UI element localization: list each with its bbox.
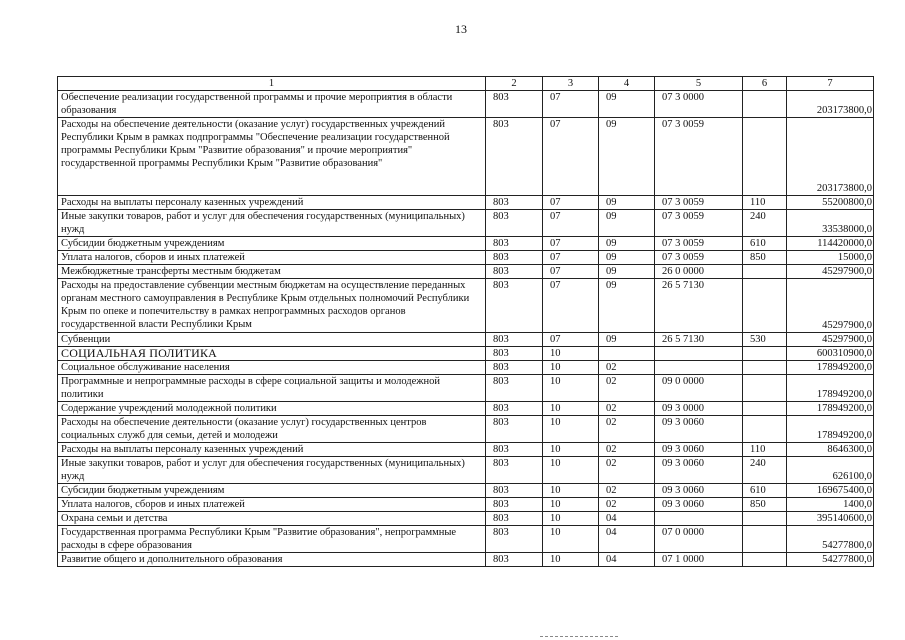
- expense-type-cell: 850: [743, 498, 787, 512]
- table-row: [58, 279, 874, 333]
- target-article-cell: 07 3 0000: [655, 91, 743, 118]
- subsection-code-cell: 09: [599, 210, 655, 237]
- amount-cell: 54277800,0: [787, 553, 874, 567]
- subsection-code-cell: 09: [599, 333, 655, 347]
- row-name-cell: Субвенции: [58, 333, 486, 347]
- ved-code-cell: 803: [486, 484, 543, 498]
- amount-cell: 45297900,0: [787, 333, 874, 347]
- row-name-cell: Межбюджетные трансферты местным бюджетам: [58, 265, 486, 279]
- section-code-cell: 10: [543, 512, 599, 526]
- target-article-cell: 09 3 0060: [655, 443, 743, 457]
- target-article-cell: 09 3 0060: [655, 416, 743, 443]
- row-name-cell: Субсидии бюджетным учреждениям: [58, 484, 486, 498]
- section-code-cell: 10: [543, 402, 599, 416]
- section-code-cell: 10: [543, 457, 599, 484]
- table-row: [58, 118, 874, 196]
- table-row: [58, 237, 874, 251]
- section-code-cell: 10: [543, 498, 599, 512]
- section-code-cell: 07: [543, 333, 599, 347]
- section-code-cell: 10: [543, 484, 599, 498]
- expense-type-cell: [743, 375, 787, 402]
- amount-cell: 178949200,0: [787, 361, 874, 375]
- section-code-cell: 07: [543, 279, 599, 333]
- amount-cell: 178949200,0: [787, 375, 874, 402]
- header-row: [58, 77, 874, 91]
- amount-cell: 600310900,0: [787, 347, 874, 361]
- amount-cell: 395140600,0: [787, 512, 874, 526]
- row-name-cell: Расходы на выплаты персоналу казенных учреждений: [58, 443, 486, 457]
- expense-type-cell: [743, 118, 787, 196]
- expense-type-cell: [743, 91, 787, 118]
- target-article-cell: 09 3 0060: [655, 498, 743, 512]
- table-row: [58, 333, 874, 347]
- subsection-code-cell: 09: [599, 251, 655, 265]
- target-article-cell: 07 3 0059: [655, 118, 743, 196]
- row-name-cell: СОЦИАЛЬНАЯ ПОЛИТИКА: [58, 347, 486, 361]
- subsection-code-cell: 04: [599, 553, 655, 567]
- amount-cell: 15000,0: [787, 251, 874, 265]
- ved-code-cell: 803: [486, 196, 543, 210]
- target-article-cell: 07 0 0000: [655, 526, 743, 553]
- table-row: [58, 553, 874, 567]
- target-article-cell: 09 3 0000: [655, 402, 743, 416]
- header-cell: 7: [787, 77, 874, 91]
- table-row: [58, 526, 874, 553]
- subsection-code-cell: 09: [599, 265, 655, 279]
- section-code-cell: 07: [543, 118, 599, 196]
- subsection-code-cell: 02: [599, 498, 655, 512]
- subsection-code-cell: 02: [599, 443, 655, 457]
- expense-type-cell: [743, 416, 787, 443]
- table-row: [58, 457, 874, 484]
- target-article-cell: [655, 361, 743, 375]
- row-name-cell: Иные закупки товаров, работ и услуг для обеспечения государственных (муниципальных) нужд: [58, 210, 486, 237]
- subsection-code-cell: 02: [599, 361, 655, 375]
- expense-type-cell: 610: [743, 484, 787, 498]
- subsection-code-cell: 02: [599, 402, 655, 416]
- ved-code-cell: 803: [486, 416, 543, 443]
- section-code-cell: 10: [543, 553, 599, 567]
- expense-type-cell: 240: [743, 457, 787, 484]
- table-row: [58, 484, 874, 498]
- row-name-cell: Уплата налогов, сборов и иных платежей: [58, 498, 486, 512]
- ved-code-cell: 803: [486, 375, 543, 402]
- row-name-cell: Расходы на обеспечение деятельности (оказание услуг) государственных учреждений Республики Крым в рамках подпрограммы "Обеспечение реализации государственной программы Республики Крым "Развитие образования" и прочие мероприятия" государственной программы Республики Крым "Развитие образования": [58, 118, 486, 196]
- expense-type-cell: [743, 347, 787, 361]
- amount-cell: 55200800,0: [787, 196, 874, 210]
- section-code-cell: 10: [543, 361, 599, 375]
- row-name-cell: Обеспечение реализации государственной программы и прочие мероприятия в области образования: [58, 91, 486, 118]
- section-code-cell: 07: [543, 210, 599, 237]
- table-row: [58, 196, 874, 210]
- ved-code-cell: 803: [486, 443, 543, 457]
- amount-cell: 178949200,0: [787, 402, 874, 416]
- subsection-code-cell: [599, 347, 655, 361]
- amount-cell: 169675400,0: [787, 484, 874, 498]
- expense-type-cell: 530: [743, 333, 787, 347]
- header-cell: 5: [655, 77, 743, 91]
- amount-cell: 54277800,0: [787, 526, 874, 553]
- target-article-cell: 07 3 0059: [655, 196, 743, 210]
- expense-type-cell: [743, 279, 787, 333]
- ved-code-cell: 803: [486, 279, 543, 333]
- target-article-cell: [655, 512, 743, 526]
- section-code-cell: 07: [543, 196, 599, 210]
- section-code-cell: 07: [543, 265, 599, 279]
- amount-cell: 33538000,0: [787, 210, 874, 237]
- table-row: [58, 347, 874, 361]
- subsection-code-cell: 02: [599, 375, 655, 402]
- ved-code-cell: 803: [486, 526, 543, 553]
- row-name-cell: Уплата налогов, сборов и иных платежей: [58, 251, 486, 265]
- subsection-code-cell: 09: [599, 196, 655, 210]
- header-cell: 3: [543, 77, 599, 91]
- expense-type-cell: [743, 265, 787, 279]
- section-code-cell: 10: [543, 416, 599, 443]
- section-code-cell: 10: [543, 375, 599, 402]
- table-row: [58, 375, 874, 402]
- ved-code-cell: 803: [486, 333, 543, 347]
- ved-code-cell: 803: [486, 512, 543, 526]
- subsection-code-cell: 09: [599, 279, 655, 333]
- row-name-cell: Программные и непрограммные расходы в сфере социальной защиты и молодежной политики: [58, 375, 486, 402]
- ved-code-cell: 803: [486, 265, 543, 279]
- table-row: [58, 402, 874, 416]
- amount-cell: 1400,0: [787, 498, 874, 512]
- target-article-cell: 26 5 7130: [655, 333, 743, 347]
- expense-type-cell: [743, 512, 787, 526]
- table-row: [58, 443, 874, 457]
- subsection-code-cell: 02: [599, 484, 655, 498]
- subsection-code-cell: 09: [599, 91, 655, 118]
- section-code-cell: 10: [543, 443, 599, 457]
- amount-cell: 8646300,0: [787, 443, 874, 457]
- row-name-cell: Расходы на выплаты персоналу казенных учреждений: [58, 196, 486, 210]
- target-article-cell: 07 3 0059: [655, 237, 743, 251]
- table-row: [58, 91, 874, 118]
- subsection-code-cell: 09: [599, 237, 655, 251]
- table-row: [58, 512, 874, 526]
- target-article-cell: 26 0 0000: [655, 265, 743, 279]
- target-article-cell: 26 5 7130: [655, 279, 743, 333]
- target-article-cell: [655, 347, 743, 361]
- target-article-cell: 09 3 0060: [655, 457, 743, 484]
- ved-code-cell: 803: [486, 553, 543, 567]
- row-name-cell: Охрана семьи и детства: [58, 512, 486, 526]
- amount-cell: 45297900,0: [787, 265, 874, 279]
- table-row: [58, 210, 874, 237]
- expense-type-cell: [743, 526, 787, 553]
- ved-code-cell: 803: [486, 251, 543, 265]
- expense-type-cell: 110: [743, 443, 787, 457]
- ved-code-cell: 803: [486, 347, 543, 361]
- table-row: [58, 498, 874, 512]
- row-name-cell: Расходы на обеспечение деятельности (оказание услуг) государственных центров социальных служб для семьи, детей и молодежи: [58, 416, 486, 443]
- page-number: 13: [455, 22, 467, 36]
- expense-type-cell: 850: [743, 251, 787, 265]
- target-article-cell: 07 3 0059: [655, 210, 743, 237]
- header-cell: 2: [486, 77, 543, 91]
- budget-table: [57, 76, 874, 567]
- ved-code-cell: 803: [486, 237, 543, 251]
- header-cell: 1: [58, 77, 486, 91]
- amount-cell: 114420000,0: [787, 237, 874, 251]
- expense-type-cell: [743, 553, 787, 567]
- amount-cell: 178949200,0: [787, 416, 874, 443]
- ved-code-cell: 803: [486, 210, 543, 237]
- expense-type-cell: 610: [743, 237, 787, 251]
- ved-code-cell: 803: [486, 498, 543, 512]
- table-row: [58, 416, 874, 443]
- subsection-code-cell: 04: [599, 526, 655, 553]
- section-code-cell: 07: [543, 237, 599, 251]
- amount-cell: 203173800,0: [787, 118, 874, 196]
- row-name-cell: Субсидии бюджетным учреждениям: [58, 237, 486, 251]
- amount-cell: 45297900,0: [787, 279, 874, 333]
- page-bottom-mark: [540, 636, 618, 637]
- section-code-cell: 10: [543, 526, 599, 553]
- target-article-cell: 09 3 0060: [655, 484, 743, 498]
- header-cell: 6: [743, 77, 787, 91]
- expense-type-cell: [743, 402, 787, 416]
- row-name-cell: Иные закупки товаров, работ и услуг для обеспечения государственных (муниципальных) нужд: [58, 457, 486, 484]
- section-code-cell: 10: [543, 347, 599, 361]
- table-row: [58, 265, 874, 279]
- expense-type-cell: 110: [743, 196, 787, 210]
- subsection-code-cell: 02: [599, 457, 655, 484]
- row-name-cell: Развитие общего и дополнительного образования: [58, 553, 486, 567]
- ved-code-cell: 803: [486, 457, 543, 484]
- row-name-cell: Расходы на предоставление субвенции местным бюджетам на осуществление переданных органам местного самоуправления в Республике Крым отдельных полномочий Республики Крым по опеке и попечительству в рамках непрограммных расходов органов государственной власти Республики Крым: [58, 279, 486, 333]
- subsection-code-cell: 09: [599, 118, 655, 196]
- amount-cell: 203173800,0: [787, 91, 874, 118]
- subsection-code-cell: 04: [599, 512, 655, 526]
- table-row: [58, 251, 874, 265]
- budget-table-body: [58, 77, 874, 567]
- target-article-cell: 09 0 0000: [655, 375, 743, 402]
- table-row: [58, 361, 874, 375]
- row-name-cell: Государственная программа Республики Крым "Развитие образования", непрограммные расходы в сфере образования: [58, 526, 486, 553]
- row-name-cell: Социальное обслуживание населения: [58, 361, 486, 375]
- expense-type-cell: 240: [743, 210, 787, 237]
- ved-code-cell: 803: [486, 361, 543, 375]
- ved-code-cell: 803: [486, 402, 543, 416]
- target-article-cell: 07 1 0000: [655, 553, 743, 567]
- ved-code-cell: 803: [486, 118, 543, 196]
- header-cell: 4: [599, 77, 655, 91]
- subsection-code-cell: 02: [599, 416, 655, 443]
- expense-type-cell: [743, 361, 787, 375]
- row-name-cell: Содержание учреждений молодежной политики: [58, 402, 486, 416]
- target-article-cell: 07 3 0059: [655, 251, 743, 265]
- ved-code-cell: 803: [486, 91, 543, 118]
- amount-cell: 626100,0: [787, 457, 874, 484]
- section-code-cell: 07: [543, 251, 599, 265]
- section-code-cell: 07: [543, 91, 599, 118]
